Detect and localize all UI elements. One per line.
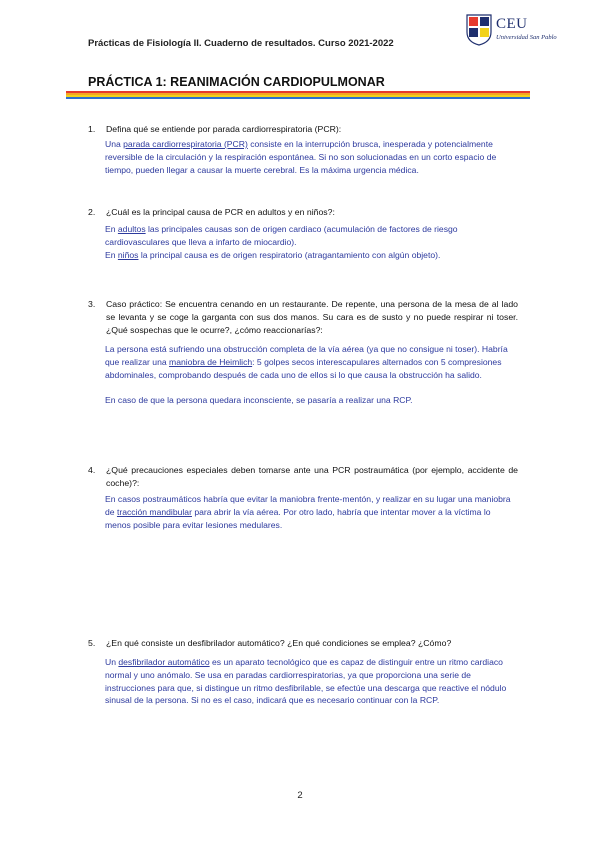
page-number: 2 [297,790,303,801]
question-number: 4. [88,465,96,475]
question-text: ¿Qué precauciones especiales deben tomarse ante una PCR postraumática (por ejemplo, accidente de coche)?: [106,465,518,488]
divider-stripe-blue [66,97,530,99]
rainbow-divider [66,91,530,99]
answer-underlined-term: parada cardiorrespiratoria (PCR) [123,139,248,149]
page-title: PRÁCTICA 1: REANIMACIÓN CARDIOPULMONAR [88,75,385,89]
question-text: Caso práctico: Se encuentra cenando en un restaurante. De repente, una persona de la mesa de al lado se levanta y se coge la garganta con sus dos manos. Su cara es de susto y no puede respirar ni toser. ¿Qué sospechas que le ocurre?, ¿cómo reaccionarías?: [106,299,518,335]
question-number: 1. [88,124,96,134]
ceu-shield-icon [466,14,492,46]
answer-text: En caso de que la persona quedara inconsciente, se pasaría a realizar una RCP. [105,395,413,406]
answer-4 [105,493,515,531]
answer-text: consiste en la interrupción brusca, inesperada y potencialmente reversible de la circulación y la respiración espontánea. Si no son solucionadas en un corto espacio de tiempo, pueden llegar a causar la muerte cerebral. Es la máxima urgencia médica. [105,139,497,175]
answer-5 [105,656,515,707]
answer-text: : 5 golpes secos interescapulares alternados con 5 compresiones abdominales, comprobando después de cada uno de ellos si lo que causa la obstrucción ha salido. [105,356,502,380]
answer-underlined-term: maniobra de Heimlich [169,356,253,367]
answer-text: En casos postraumáticos habría que evitar la maniobra frente-mentón, y realizar en su lugar una maniobra de [105,494,511,517]
question-number: 2. [88,207,96,217]
university-logo [466,14,566,60]
answer-underlined-term: adultos [117,224,146,234]
answer-text: La persona está sufriendo una obstrucción completa de la vía aérea (ya que no consigue ni toser). Habría que realizar una [105,344,508,367]
question-number: 3. [88,299,96,309]
answer-underlined-term: desfibrilador automático [118,657,210,667]
answer-text: Una [105,139,124,149]
answer-1 [105,138,515,176]
logo-subtitle: Universidad San Pablo [496,34,557,41]
header-title: Prácticas de Fisiología II. Cuaderno de resultados. Curso 2021-2022 [88,38,394,49]
answer-text: es un aparato tecnológico que es capaz de distinguir entre un ritmo cardiaco normal y uno anómalo. Se usa en paradas cardiorrespiratorias, ya que proporciona una serie de instrucciones para que, si distingue un ritmo desfibrilable, se efectúe una descarga que reactive el nódulo sinusal de la persona. Si no es el caso, indicará que es necesario continuar con la RCP. [105,657,507,706]
answer-text: En [105,224,118,234]
logo-name: CEU [496,16,528,32]
answer-text: Un [105,657,119,667]
answer-text: para abrir la vía aérea. Por otro lado, habría que intentar mover a la víctima lo menos posible para evitar lesiones medulares. [105,506,491,530]
answer-2 [105,223,515,261]
answer-underlined-term: tracción mandibular [116,506,192,517]
answer-underlined-term: niños [117,249,139,260]
question-text: Defina qué se entiende por parada cardiorrespiratoria (PCR): [106,124,342,134]
question-text: ¿Cuál es la principal causa de PCR en adultos y en niños?: [106,207,335,217]
answer-3 [105,343,515,407]
answer-text: las principales causas son de origen cardiaco (acumulación de factores de riesgo cardiovasculares que lleva a infarto de miocardio). [105,224,458,247]
answer-text: la principal causa es de origen respiratorio (atragantamiento con algún objeto). [138,249,441,260]
question-number: 5. [88,638,96,648]
question-text: ¿En qué consiste un desfibrilador automático? ¿En qué condiciones se emplea? ¿Cómo? [106,638,452,648]
answer-text: En [105,249,118,260]
